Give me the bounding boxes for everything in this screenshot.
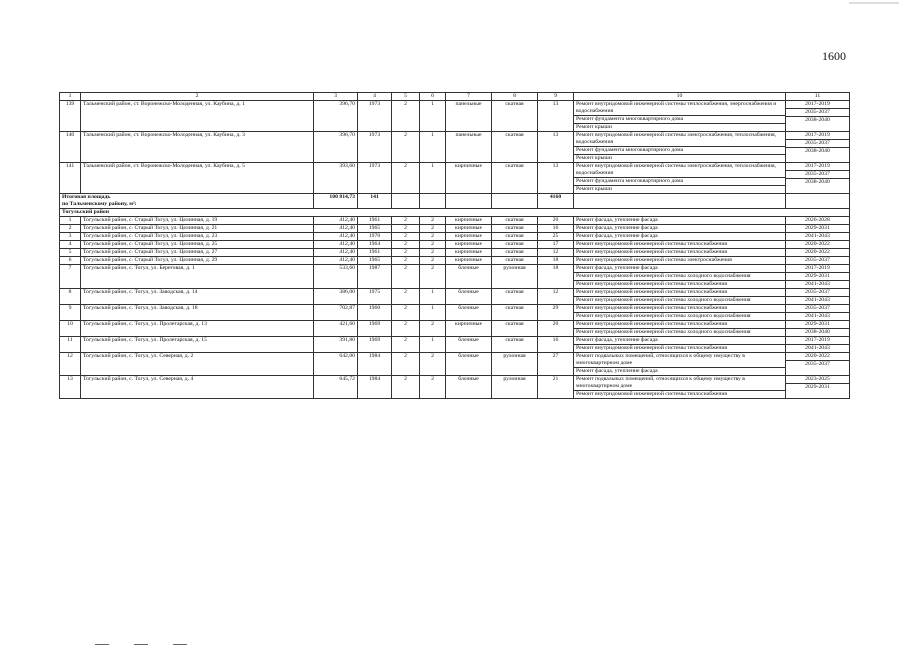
entrances-cell: 2 bbox=[420, 376, 446, 399]
period-item: 2041-2043 bbox=[805, 313, 830, 319]
column-number-6: 6 bbox=[420, 93, 446, 101]
floors-cell: 2 bbox=[392, 353, 420, 376]
years-cell bbox=[786, 241, 850, 249]
period-item: 2035-2037 bbox=[805, 257, 830, 263]
work-item: Ремонт фасада, утепление фасада bbox=[576, 217, 658, 223]
works-cell bbox=[574, 337, 786, 353]
build-year-cell: 1965 bbox=[358, 225, 392, 233]
roof-type-cell: скатная bbox=[492, 163, 538, 194]
row-number: 140 bbox=[60, 132, 81, 163]
years-cell bbox=[786, 225, 850, 233]
work-item: Ремонт внутридомовой инженерной системы электроснабжения, теплоснабжения, водоснабжения bbox=[574, 132, 785, 147]
area-cell: 533,60 bbox=[314, 265, 358, 289]
address-cell: Тальменский район, ст. Воронежско-Молоденная, ул. Каубина, д. 3 bbox=[81, 132, 314, 163]
row-number: 10 bbox=[60, 321, 81, 337]
period-item: 2029-2031 bbox=[786, 321, 849, 329]
works-cell bbox=[574, 289, 786, 305]
floors-cell: 2 bbox=[392, 163, 420, 194]
address-cell: Тальменский район, ст. Воронежско-Молоденная, ул. Каубина, д. 5 bbox=[81, 163, 314, 194]
works-cell bbox=[574, 249, 786, 257]
period-item: 2017-2019 bbox=[786, 163, 849, 171]
works-cell bbox=[574, 241, 786, 249]
period-item: 2035-2037 bbox=[786, 289, 849, 297]
floors-cell: 2 bbox=[392, 132, 420, 163]
entrances-cell: 2 bbox=[420, 249, 446, 257]
work-item: Ремонт внутридомовой инженерной системы теплоснабжения bbox=[574, 305, 785, 313]
area-cell: 396,70 bbox=[314, 132, 358, 163]
years-cell bbox=[786, 265, 850, 289]
total-empty-11 bbox=[786, 194, 850, 209]
row-number: 9 bbox=[60, 305, 81, 321]
period-item: 2035-2037 bbox=[786, 140, 849, 148]
residents-cell: 18 bbox=[538, 265, 574, 289]
table-row bbox=[60, 353, 850, 376]
years-cell bbox=[786, 249, 850, 257]
period-item: 2017-2019 bbox=[786, 337, 849, 345]
entrances-cell: 1 bbox=[420, 337, 446, 353]
build-year-cell: 1965 bbox=[358, 257, 392, 265]
wall-material-cell: блочные bbox=[446, 305, 492, 321]
column-number-1: 1 bbox=[60, 93, 81, 101]
floors-cell: 2 bbox=[392, 225, 420, 233]
roof-type-cell: скатная bbox=[492, 249, 538, 257]
wall-material-cell: блочные bbox=[446, 337, 492, 353]
residents-cell: 12 bbox=[538, 289, 574, 305]
build-year-cell: 1984 bbox=[358, 376, 392, 399]
entrances-cell: 1 bbox=[420, 101, 446, 132]
floors-cell: 2 bbox=[392, 305, 420, 321]
total-count: 141 bbox=[358, 194, 392, 209]
period-item: 2017-2019 bbox=[786, 265, 849, 273]
address-cell: Тогульский район, с. Старый Тогул, ул. Целинная, д. 19 bbox=[81, 217, 314, 225]
address-cell: Тогульский район, с. Тогул, ул. Пролетарская, д. 13 bbox=[81, 321, 314, 337]
address-cell: Тогульский район, с. Старый Тогул, ул. Целинная, д. 25 bbox=[81, 241, 314, 249]
roof-type-cell: рулонная bbox=[492, 265, 538, 289]
table-row bbox=[60, 337, 850, 353]
area-cell: 391,80 bbox=[314, 337, 358, 353]
area-cell: 412,40 bbox=[314, 257, 358, 265]
column-number-2: 2 bbox=[81, 93, 314, 101]
years-cell bbox=[786, 233, 850, 241]
row-number: 141 bbox=[60, 163, 81, 194]
work-item: Ремонт внутридомовой инженерной системы теплоснабжения bbox=[576, 391, 728, 397]
column-number-7: 7 bbox=[446, 93, 492, 101]
years-cell bbox=[786, 337, 850, 353]
area-cell: 393,60 bbox=[314, 163, 358, 194]
area-cell: 412,40 bbox=[314, 233, 358, 241]
works-cell bbox=[574, 132, 786, 163]
period-item: 2038-2040 bbox=[805, 117, 830, 123]
work-item: Ремонт внутридомовой инженерной системы электроснабжения, теплоснабжения, водоснабжения bbox=[574, 163, 785, 178]
period-item: 2038-2040 bbox=[805, 179, 830, 185]
build-year-cell: 1961 bbox=[358, 249, 392, 257]
address-cell: Тогульский район, с. Тогул, ул. Заводская, д. 14 bbox=[81, 289, 314, 305]
works-cell bbox=[574, 101, 786, 132]
roof-type-cell: скатная bbox=[492, 289, 538, 305]
roof-type-cell: скатная bbox=[492, 257, 538, 265]
work-item: Ремонт внутридомовой инженерной системы холодного водоснабжения bbox=[576, 329, 751, 335]
area-cell: 412,40 bbox=[314, 241, 358, 249]
floors-cell: 2 bbox=[392, 289, 420, 305]
total-empty-7 bbox=[446, 194, 492, 209]
works-cell bbox=[574, 163, 786, 194]
table-row bbox=[60, 257, 850, 265]
work-item: Ремонт фасада, утепление фасада bbox=[574, 337, 785, 345]
table-row bbox=[60, 249, 850, 257]
total-empty-10 bbox=[574, 194, 786, 209]
build-year-cell: 1969 bbox=[358, 321, 392, 337]
residents-cell: 17 bbox=[538, 241, 574, 249]
address-cell: Тогульский район, с. Тогул, ул. Заводская, д. 18 bbox=[81, 305, 314, 321]
work-item: Ремонт фундамента многоквартирного дома bbox=[574, 116, 785, 124]
period-item: 2035-2037 bbox=[786, 171, 849, 179]
works-cell bbox=[574, 257, 786, 265]
page-number: 1600 bbox=[822, 49, 846, 63]
address-cell: Тогульский район, с. Старый Тогул, ул. Целинная, д. 21 bbox=[81, 225, 314, 233]
work-item: Ремонт фундамента многоквартирного дома bbox=[574, 178, 785, 186]
work-item: Ремонт фундамента многоквартирного дома bbox=[574, 147, 785, 155]
works-cell bbox=[574, 233, 786, 241]
years-cell bbox=[786, 321, 850, 337]
table-row bbox=[60, 265, 850, 289]
entrances-cell: 1 bbox=[420, 305, 446, 321]
floors-cell: 2 bbox=[392, 233, 420, 241]
wall-material-cell: кирпичные bbox=[446, 321, 492, 337]
work-item: Ремонт внутридомовой инженерной системы холодного водоснабжения bbox=[576, 297, 751, 303]
years-cell bbox=[786, 257, 850, 265]
build-year-cell: 1987 bbox=[358, 265, 392, 289]
entrances-cell: 2 bbox=[420, 321, 446, 337]
table-row bbox=[60, 289, 850, 305]
address-cell: Тогульский район, с. Тогул, ул. Пролетарская, д. 15 bbox=[81, 337, 314, 353]
residents-cell: 13 bbox=[538, 132, 574, 163]
table-row bbox=[60, 321, 850, 337]
period-item: 2023-2025 bbox=[786, 376, 849, 384]
period-item: 2020-2022 bbox=[805, 241, 830, 247]
build-year-cell: 1970 bbox=[358, 233, 392, 241]
build-year-cell: 1961 bbox=[358, 217, 392, 225]
work-item: Ремонт внутридомовой инженерной системы теплоснабжения bbox=[574, 321, 785, 329]
work-item: Ремонт фасада, утепление фасада bbox=[576, 368, 658, 374]
column-number-10: 10 bbox=[574, 93, 786, 101]
period-item: 2035-2037 bbox=[786, 305, 849, 313]
column-number-8: 8 bbox=[492, 93, 538, 101]
build-year-cell: 1975 bbox=[358, 289, 392, 305]
work-item: Ремонт внутридомовой инженерной системы холодного водоснабжения bbox=[576, 313, 751, 319]
total-empty-8 bbox=[492, 194, 538, 209]
address-cell: Тальменский район, ст. Воронежско-Молоденная, ул. Каубина, д. 1 bbox=[81, 101, 314, 132]
roof-type-cell: скатная bbox=[492, 337, 538, 353]
work-item: Ремонт крыши bbox=[576, 186, 612, 192]
entrances-cell: 2 bbox=[420, 217, 446, 225]
wall-material-cell: кирпичные bbox=[446, 163, 492, 194]
table-row bbox=[60, 132, 850, 163]
works-cell bbox=[574, 353, 786, 376]
residents-cell: 16 bbox=[538, 337, 574, 353]
build-year-cell: 1973 bbox=[358, 101, 392, 132]
area-cell: 396,70 bbox=[314, 101, 358, 132]
row-number: 7 bbox=[60, 265, 81, 289]
period-item: 2020-2022 bbox=[805, 249, 830, 255]
floors-cell: 2 bbox=[392, 217, 420, 225]
total-residents: 4160 bbox=[538, 194, 574, 209]
years-cell bbox=[786, 217, 850, 225]
row-number: 12 bbox=[60, 353, 81, 376]
residents-cell: 18 bbox=[538, 257, 574, 265]
work-item: Ремонт фасада, утепление фасада bbox=[576, 225, 658, 231]
work-item: Ремонт подвальных помещений, относящихся к общему имуществу в многоквартирном доме bbox=[574, 353, 785, 368]
roof-type-cell: рулонная bbox=[492, 353, 538, 376]
build-year-cell: 1969 bbox=[358, 337, 392, 353]
work-item: Ремонт внутридомовой инженерной системы теплоснабжения bbox=[576, 241, 728, 247]
works-cell bbox=[574, 217, 786, 225]
row-number: 1 bbox=[60, 217, 81, 225]
build-year-cell: 1973 bbox=[358, 163, 392, 194]
row-number: 5 bbox=[60, 249, 81, 257]
column-number-11: 11 bbox=[786, 93, 850, 101]
address-cell: Тогульский район, с. Старый Тогул, ул. Целинная, д. 29 bbox=[81, 257, 314, 265]
works-cell bbox=[574, 321, 786, 337]
column-number-3: 3 bbox=[314, 93, 358, 101]
total-empty-5 bbox=[392, 194, 420, 209]
build-year-cell: 1984 bbox=[358, 353, 392, 376]
district-section-row bbox=[60, 209, 850, 217]
build-year-cell: 1973 bbox=[358, 132, 392, 163]
table-row bbox=[60, 225, 850, 233]
wall-material-cell: панельные bbox=[446, 132, 492, 163]
address-cell: Тогульский район, с. Старый Тогул, ул. Целинная, д. 23 bbox=[81, 233, 314, 241]
row-number: 8 bbox=[60, 289, 81, 305]
period-item: 2017-2019 bbox=[786, 132, 849, 140]
period-item: 2020-2022 bbox=[786, 353, 849, 361]
entrances-cell: 1 bbox=[420, 289, 446, 305]
work-item: Ремонт внутридомовой инженерной системы теплоснабжения bbox=[574, 289, 785, 297]
total-label-line-2: по Тальменскому району, м²: bbox=[62, 201, 137, 207]
area-cell: 386,00 bbox=[314, 289, 358, 305]
roof-type-cell: рулонная bbox=[492, 376, 538, 399]
years-cell bbox=[786, 305, 850, 321]
floors-cell: 2 bbox=[392, 241, 420, 249]
period-item: 2029-2031 bbox=[805, 384, 830, 390]
years-cell bbox=[786, 101, 850, 132]
roof-type-cell: скатная bbox=[492, 225, 538, 233]
period-item: 2029-2031 bbox=[805, 225, 830, 231]
total-area: 100 814,73 bbox=[314, 194, 358, 209]
entrances-cell: 1 bbox=[420, 132, 446, 163]
floors-cell: 2 bbox=[392, 321, 420, 337]
address-cell: Тогульский район, с. Старый Тогул, ул. Целинная, д. 27 bbox=[81, 249, 314, 257]
row-number: 11 bbox=[60, 337, 81, 353]
residents-cell: 20 bbox=[538, 321, 574, 337]
period-item: 2041-2043 bbox=[805, 233, 830, 239]
works-cell bbox=[574, 265, 786, 289]
table-row bbox=[60, 233, 850, 241]
address-cell: Тогульский район, с. Тогул, ул. Северная, д. 2 bbox=[81, 353, 314, 376]
wall-material-cell: кирпичные bbox=[446, 249, 492, 257]
address-cell: Тогульский район, с. Тогул, ул. Северная, д. 4 bbox=[81, 376, 314, 399]
floors-cell: 2 bbox=[392, 337, 420, 353]
work-item: Ремонт внутридомовой инженерной системы холодного водоснабжения bbox=[574, 273, 785, 281]
residents-cell: 16 bbox=[538, 225, 574, 233]
work-item: Ремонт крыши bbox=[576, 124, 612, 130]
roof-type-cell: скатная bbox=[492, 241, 538, 249]
roof-type-cell: скатная bbox=[492, 233, 538, 241]
period-item: 2035-2037 bbox=[805, 361, 830, 367]
work-item: Ремонт подвальных помещений, относящихся к общему имуществу в многоквартирном доме bbox=[574, 376, 785, 391]
years-cell bbox=[786, 289, 850, 305]
wall-material-cell: кирпичные bbox=[446, 233, 492, 241]
wall-material-cell: блочные bbox=[446, 265, 492, 289]
table-row bbox=[60, 376, 850, 399]
floors-cell: 2 bbox=[392, 265, 420, 289]
years-cell bbox=[786, 163, 850, 194]
residents-cell: 20 bbox=[538, 217, 574, 225]
work-item: Ремонт внутридомовой инженерной системы теплоснабжения, энергоснабжения и водоснабжения bbox=[574, 101, 785, 116]
years-cell bbox=[786, 132, 850, 163]
work-item: Ремонт внутридомовой инженерной системы теплоснабжения bbox=[576, 281, 728, 287]
wall-material-cell: блочные bbox=[446, 353, 492, 376]
wall-material-cell: кирпичные bbox=[446, 241, 492, 249]
entrances-cell: 2 bbox=[420, 241, 446, 249]
residents-cell: 25 bbox=[538, 233, 574, 241]
column-number-row bbox=[60, 93, 850, 101]
section-title: Тогульский район bbox=[60, 209, 850, 217]
table-row bbox=[60, 163, 850, 194]
row-number: 139 bbox=[60, 101, 81, 132]
wall-material-cell: блочные bbox=[446, 289, 492, 305]
wall-material-cell: кирпичные bbox=[446, 225, 492, 233]
roof-type-cell: скатная bbox=[492, 321, 538, 337]
row-number: 3 bbox=[60, 233, 81, 241]
work-item: Ремонт внутридомовой инженерной системы теплоснабжения bbox=[576, 345, 728, 351]
table-row bbox=[60, 101, 850, 132]
residents-cell: 27 bbox=[538, 353, 574, 376]
floors-cell: 2 bbox=[392, 257, 420, 265]
works-cell bbox=[574, 305, 786, 321]
area-cell: 412,40 bbox=[314, 225, 358, 233]
total-label bbox=[60, 194, 314, 209]
area-cell: 645,72 bbox=[314, 376, 358, 399]
area-cell: 702,87 bbox=[314, 305, 358, 321]
period-item: 2041-2043 bbox=[805, 297, 830, 303]
roof-type-cell: скатная bbox=[492, 132, 538, 163]
entrances-cell: 2 bbox=[420, 225, 446, 233]
period-item: 2026-2028 bbox=[805, 217, 830, 223]
district-total-row bbox=[60, 194, 850, 209]
wall-material-cell: блочные bbox=[446, 376, 492, 399]
wall-material-cell: панельные bbox=[446, 101, 492, 132]
roof-type-cell: скатная bbox=[492, 305, 538, 321]
residents-cell: 12 bbox=[538, 249, 574, 257]
years-cell bbox=[786, 353, 850, 376]
table-row bbox=[60, 217, 850, 225]
period-item: 2038-2040 bbox=[805, 329, 830, 335]
residents-cell: 29 bbox=[538, 305, 574, 321]
scan-corner-mark bbox=[849, 2, 899, 4]
works-cell bbox=[574, 376, 786, 399]
entrances-cell: 2 bbox=[420, 265, 446, 289]
entrances-cell: 1 bbox=[420, 163, 446, 194]
bottom-scan-marks bbox=[95, 632, 212, 650]
work-item: Ремонт крыши bbox=[576, 155, 612, 161]
table-row bbox=[60, 241, 850, 249]
residents-cell: 13 bbox=[538, 101, 574, 132]
build-year-cell: 1964 bbox=[358, 241, 392, 249]
residents-cell: 21 bbox=[538, 376, 574, 399]
entrances-cell: 2 bbox=[420, 353, 446, 376]
row-number: 13 bbox=[60, 376, 81, 399]
area-cell: 642,00 bbox=[314, 353, 358, 376]
address-cell: Тогульский район, с. Тогул, ул. Береговая, д. 1 bbox=[81, 265, 314, 289]
total-label-line-1: Итоговая площадь bbox=[62, 194, 111, 200]
period-item: 2029-2031 bbox=[786, 273, 849, 281]
wall-material-cell: кирпичные bbox=[446, 257, 492, 265]
area-cell: 412,40 bbox=[314, 217, 358, 225]
area-cell: 421,60 bbox=[314, 321, 358, 337]
total-empty-6 bbox=[420, 194, 446, 209]
period-item: 2017-2019 bbox=[786, 101, 849, 109]
row-number: 6 bbox=[60, 257, 81, 265]
works-cell bbox=[574, 225, 786, 233]
entrances-cell: 2 bbox=[420, 233, 446, 241]
work-item: Ремонт фасада, утепление фасада bbox=[576, 233, 658, 239]
roof-type-cell: скатная bbox=[492, 217, 538, 225]
work-item: Ремонт внутридомовой инженерной системы теплоснабжения bbox=[576, 249, 728, 255]
period-item: 2038-2040 bbox=[805, 148, 830, 154]
work-item: Ремонт внутридомовой инженерной системы электроснабжения bbox=[576, 257, 732, 263]
years-cell bbox=[786, 376, 850, 399]
wall-material-cell: кирпичные bbox=[446, 217, 492, 225]
roof-type-cell: скатная bbox=[492, 101, 538, 132]
floors-cell: 2 bbox=[392, 249, 420, 257]
repair-schedule-table bbox=[59, 92, 850, 399]
area-cell: 412,40 bbox=[314, 249, 358, 257]
floors-cell: 2 bbox=[392, 101, 420, 132]
period-item: 2041-2043 bbox=[805, 281, 830, 287]
entrances-cell: 2 bbox=[420, 257, 446, 265]
column-number-5: 5 bbox=[392, 93, 420, 101]
work-item: Ремонт фасада, утепление фасада bbox=[574, 265, 785, 273]
column-number-4: 4 bbox=[358, 93, 392, 101]
build-year-cell: 1960 bbox=[358, 305, 392, 321]
period-item: 2035-2037 bbox=[786, 109, 849, 117]
residents-cell: 13 bbox=[538, 163, 574, 194]
table-row bbox=[60, 305, 850, 321]
floors-cell: 2 bbox=[392, 376, 420, 399]
period-item: 2041-2043 bbox=[805, 345, 830, 351]
row-number: 4 bbox=[60, 241, 81, 249]
row-number: 2 bbox=[60, 225, 81, 233]
column-number-9: 9 bbox=[538, 93, 574, 101]
